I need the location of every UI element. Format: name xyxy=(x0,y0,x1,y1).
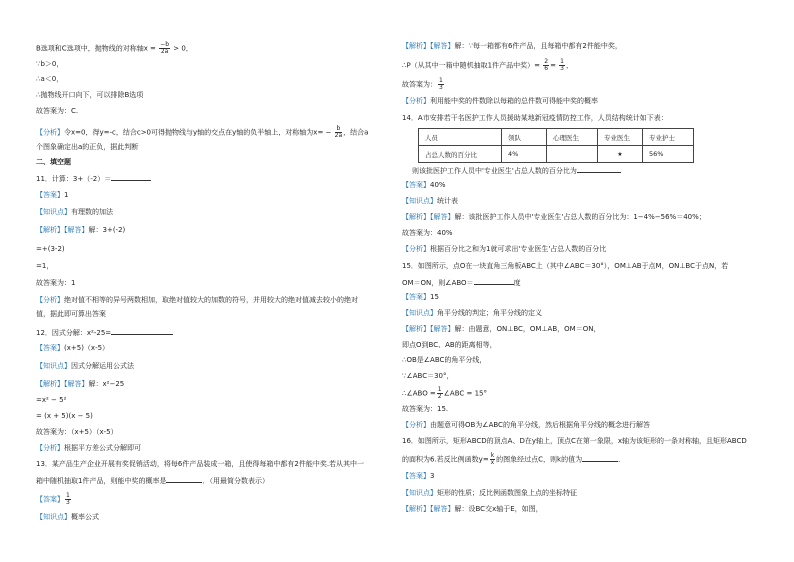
question-14: 14．A市安排若干名医护工作人员援助某地新冠疫情防控工作，人员结构统计如下表： xyxy=(402,114,668,122)
knowledge-point: 【知识点】概率公式 xyxy=(36,513,99,521)
line: 个图象确定出a的正负，据此判断 xyxy=(36,143,139,151)
line: 【分析】令x=0，得y=-c，结合c>0可得抛物线与y轴的交点在y轴的负半轴上，对称轴为x= − $\frac{b}{2a}$ ，结合a xyxy=(36,125,369,139)
table-cell: 4% xyxy=(502,146,547,163)
line: ∵b＞0， xyxy=(36,60,64,68)
fraction: $\frac{-b}{2a}$ xyxy=(160,41,170,55)
fraction: $\frac{1}{3}$ xyxy=(560,58,564,72)
question-12: 12．因式分解：x²-25= xyxy=(36,327,173,338)
fraction: $\frac{1}{3}$ xyxy=(66,492,70,506)
table-cell: 56% xyxy=(643,146,694,163)
table-cell: 专业护士 xyxy=(643,129,694,146)
fraction: $\frac{2}{6}$ xyxy=(544,58,549,72)
table-row xyxy=(419,129,694,146)
line: 故答案为：（x+5）（x-5） xyxy=(36,428,118,436)
line: ∴a＜0， xyxy=(36,75,64,83)
line: 则该批医护工作人员中'专业医生'占总人数的百分比为 xyxy=(412,165,621,176)
line: 即点O到BC、AB的距离相等， xyxy=(402,341,497,349)
fraction: $\frac{k}{x}$ xyxy=(490,452,495,466)
line: =+(3-2) xyxy=(36,245,65,253)
line: ∴P（从其中一箱中随机抽取1件产品中奖）= $\frac{2}{6}$ = $\frac{1}{3}$ ， xyxy=(402,58,573,72)
knowledge-point: 【知识点】矩形的性质；反比例函数图象上点的坐标特征 xyxy=(402,489,577,497)
right-column xyxy=(402,0,762,562)
answer-blank xyxy=(166,475,202,483)
answer-line: 【答案】40% xyxy=(402,181,446,189)
section-heading: 二、填空题 xyxy=(36,158,71,166)
solution-line: 【解析】【解答】解：∵每一箱都有6件产品，且每箱中都有2件能中奖， xyxy=(402,42,622,50)
line: 故答案为：40% xyxy=(402,229,453,237)
answer-blank xyxy=(111,173,151,181)
line: ∴抛物线开口向下，可以排除B选项 xyxy=(36,91,144,99)
analysis-line: 【分析】绝对值不相等的异号两数相加，取绝对值较大的加数的符号，并用较大的绝对值减去较小的绝对 xyxy=(36,296,358,304)
knowledge-point: 【知识点】角平分线的判定；角平分线的定义 xyxy=(402,309,542,317)
answer-line: 【答案】(x+5)（x-5） xyxy=(36,344,110,352)
line: 故答案为：C. xyxy=(36,107,79,115)
table-cell: 人员 xyxy=(419,129,502,146)
table-cell xyxy=(547,146,598,163)
answer-blank xyxy=(577,165,621,173)
line: ∵∠ABC＝30°， xyxy=(402,372,454,380)
answer-line: 【答案】 $\frac{1}{3}$ xyxy=(36,492,70,506)
question-16: 16．如图所示，矩形ABCD的顶点A、D在y轴上，顶点C在第一象限，x轴为该矩形的一条对称轴，且矩形ABCD xyxy=(402,437,747,445)
solution-line: 【解析】【解答】解：设BC交x轴于E，如图， xyxy=(402,505,543,513)
table-row xyxy=(419,146,694,163)
fraction: $\frac{1}{3}$ xyxy=(439,77,443,91)
answer-line: 【答案】3 xyxy=(402,472,435,480)
table-cell: 占总人数的百分比 xyxy=(419,146,502,163)
analysis-tag: 【分析】 xyxy=(36,128,64,137)
line: =1， xyxy=(36,262,54,270)
line: OM＝ON，则∠ABO＝ 度 xyxy=(402,279,521,287)
answer-blank xyxy=(474,277,514,285)
knowledge-point: 【知识点】因式分解运用公式法 xyxy=(36,362,134,370)
answer-line: 【答案】15 xyxy=(402,293,439,301)
solution-line: 【解析】【解答】解：3+(-2) xyxy=(36,226,126,234)
analysis-line: 【分析】利用能中奖的件数除以每箱的总件数可得能中奖的概率 xyxy=(402,97,598,105)
line: ∴∠ABO = $\frac{1}{2}$ ∠ABC = 15° xyxy=(402,386,487,400)
line: 故答案为：15. xyxy=(402,405,449,413)
table-cell: 专业医生 xyxy=(598,129,643,146)
line: 故答案为： $\frac{1}{3}$ xyxy=(402,77,443,91)
line: 的面积为6.若反比例函数y= $\frac{k}{x}$ 的图象经过点C，则k的值为 ． xyxy=(402,452,626,466)
line: ∴OB是∠ABC的角平分线， xyxy=(402,356,487,364)
analysis-line: 【分析】根据平方差公式分解即可 xyxy=(36,444,141,452)
line: 箱中随机抽取1件产品，则能中奖的概率是 ．（用最简分数表示） xyxy=(36,477,269,485)
knowledge-point: 【知识点】有理数的加法 xyxy=(36,208,113,216)
question-13: 13．某产品生产企业开展有奖促销活动，将每6件产品装成一箱，且使得每箱中都有2件能中奖.若从其中一 xyxy=(36,460,365,468)
statistics-table xyxy=(418,128,694,163)
fraction: $\frac{1}{2}$ xyxy=(437,386,442,400)
solution-line: 【解析】【解答】解：该批医护工作人员中'专业医生'占总人数的百分比为：1−4%−56%＝40%； xyxy=(402,213,706,221)
knowledge-point: 【知识点】统计表 xyxy=(402,197,458,205)
line: =x² − 5² xyxy=(36,396,67,404)
answer-blank xyxy=(582,454,618,462)
table-cell: 心理医生 xyxy=(547,129,598,146)
line: B选项和C选项中，抛物线的对称轴x = $\frac{-b}{2a}$ > 0， xyxy=(36,41,193,55)
line: 值，据此即可算出答案 xyxy=(36,310,106,318)
fraction: $\frac{b}{2a}$ xyxy=(334,125,343,139)
table-cell: ★ xyxy=(598,146,643,163)
solution-line: 【解析】【解答】解：x²−25 xyxy=(36,380,125,388)
solution-line: 【解析】【解答】解：由题意，ON⊥BC，OM⊥AB，OM＝ON， xyxy=(402,325,601,333)
analysis-line: 【分析】由题意可得OB为∠ABC的角平分线，然后根据角平分线的概念进行解答 xyxy=(402,421,650,429)
line: = (x + 5)(x − 5) xyxy=(36,412,93,420)
answer-line: 【答案】1 xyxy=(36,191,69,199)
analysis-line: 【分析】根据百分比之和为1就可求出'专业医生'占总人数的百分比 xyxy=(402,245,607,253)
left-column xyxy=(36,0,396,562)
question-11: 11．计算：3+（-2）＝ xyxy=(36,173,151,184)
table-cell: 领队 xyxy=(502,129,547,146)
answer-blank xyxy=(111,327,173,335)
question-15: 15．如图所示，点O在一块直角三角板ABC上（其中∠ABC＝30°），OM⊥AB于点M，ON⊥BC于点N，若 xyxy=(402,262,729,270)
line: 故答案为：1 xyxy=(36,279,76,287)
